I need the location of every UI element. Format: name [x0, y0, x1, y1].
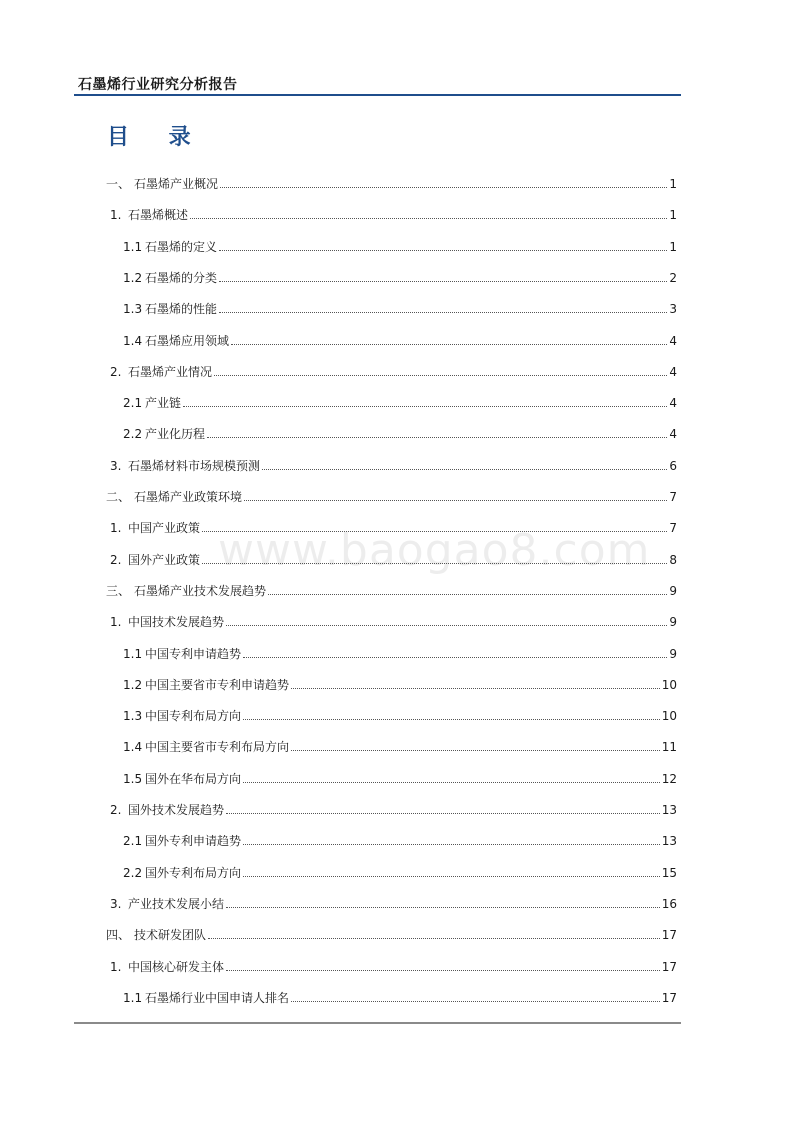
toc-leader-dots	[262, 469, 667, 470]
toc-entry-page: 2	[669, 271, 677, 285]
toc-entry-number: 1.5	[123, 772, 143, 786]
toc-entry[interactable]	[123, 424, 677, 442]
toc-entry[interactable]	[110, 957, 677, 975]
toc-entry-title: 中国技术发展趋势	[128, 615, 225, 629]
toc-entry-title: 中国产业政策	[128, 521, 201, 535]
toc-entry[interactable]	[110, 205, 677, 223]
toc-entry-title: 中国专利申请趋势	[145, 647, 242, 661]
toc-entry-title: 技术研发团队	[134, 928, 207, 942]
toc-entry[interactable]	[123, 299, 677, 317]
toc-entry-number: 1.1	[123, 991, 143, 1005]
toc-leader-dots	[214, 375, 667, 376]
toc-entry-page: 6	[669, 459, 677, 473]
toc-leader-dots	[243, 719, 660, 720]
toc-entry[interactable]	[106, 174, 677, 192]
toc-entry-number: 3.	[110, 897, 122, 911]
toc-entry-number: 2.	[110, 365, 122, 379]
toc-entry-number: 2.	[110, 553, 122, 567]
toc-leader-dots	[243, 782, 660, 783]
toc-entry-number: 2.1	[123, 396, 143, 410]
toc-leader-dots	[291, 688, 660, 689]
toc-entry[interactable]	[106, 581, 677, 599]
toc-entry-page: 8	[669, 553, 677, 567]
toc-entry-number: 1.2	[123, 678, 143, 692]
toc-entry-title: 中国主要省市专利布局方向	[145, 740, 290, 754]
toc-entry-page: 9	[669, 647, 677, 661]
toc-entry-page: 9	[669, 584, 677, 598]
toc-entry-title: 产业技术发展小结	[128, 897, 225, 911]
toc-entry-page: 13	[661, 803, 677, 817]
toc-leader-dots	[243, 844, 660, 845]
toc-entry[interactable]	[106, 487, 677, 505]
toc-heading: 目 录	[107, 125, 207, 150]
toc-entry-title: 石墨烯产业概况	[134, 177, 219, 191]
toc-entry-page: 17	[661, 991, 677, 1005]
toc-entry-page: 10	[661, 678, 677, 692]
toc-leader-dots	[220, 187, 667, 188]
toc-leader-dots	[190, 218, 667, 219]
toc-entry-number: 1.4	[123, 740, 143, 754]
toc-entry-number: 四、	[106, 928, 131, 942]
toc-entry-page: 10	[661, 709, 677, 723]
toc-leader-dots	[219, 250, 667, 251]
toc-leader-dots	[243, 657, 667, 658]
toc-entry-page: 1	[669, 177, 677, 191]
toc-entry-title: 石墨烯产业情况	[128, 365, 213, 379]
toc-entry-number: 1.	[110, 521, 122, 535]
toc-entry-number: 1.4	[123, 334, 143, 348]
toc-leader-dots	[226, 813, 660, 814]
toc-entry-page: 9	[669, 615, 677, 629]
toc-leader-dots	[244, 500, 667, 501]
toc-entry-number: 1.3	[123, 302, 143, 316]
toc-entry-page: 17	[661, 960, 677, 974]
toc-entry[interactable]	[110, 518, 677, 536]
toc-entry[interactable]	[123, 393, 677, 411]
toc-entry-number: 1.	[110, 960, 122, 974]
toc-entry[interactable]	[123, 863, 677, 881]
toc-entry-page: 4	[669, 334, 677, 348]
toc-entry-page: 17	[661, 928, 677, 942]
toc-entry[interactable]	[123, 644, 677, 662]
toc-entry[interactable]	[106, 925, 677, 943]
toc-entry-page: 4	[669, 427, 677, 441]
toc-entry-page: 13	[661, 834, 677, 848]
toc-entry-number: 1.1	[123, 240, 143, 254]
toc-entry-title: 国外在华布局方向	[145, 772, 242, 786]
toc-leader-dots	[291, 750, 660, 751]
toc-entry-number: 一、	[106, 177, 131, 191]
toc-entry-page: 4	[669, 396, 677, 410]
toc-entry-title: 产业化历程	[145, 427, 206, 441]
toc-entry-number: 二、	[106, 490, 131, 504]
toc-entry-number: 1.2	[123, 271, 143, 285]
toc-entry-title: 石墨烯产业政策环境	[134, 490, 243, 504]
toc-entry-number: 1.	[110, 208, 122, 222]
report-header-title: 石墨烯行业研究分析报告	[78, 77, 238, 93]
toc-leader-dots	[208, 938, 660, 939]
toc-leader-dots	[226, 970, 660, 971]
toc-entry[interactable]	[123, 237, 677, 255]
toc-entry-title: 国外专利申请趋势	[145, 834, 242, 848]
toc-leader-dots	[202, 563, 667, 564]
toc-leader-dots	[219, 312, 667, 313]
toc-entry-page: 11	[661, 740, 677, 754]
toc-entry-page: 12	[661, 772, 677, 786]
toc-entry-title: 国外技术发展趋势	[128, 803, 225, 817]
toc-entry-title: 石墨烯材料市场规模预测	[128, 459, 261, 473]
toc-entry-title: 中国专利布局方向	[145, 709, 242, 723]
toc-entry[interactable]	[110, 800, 677, 818]
toc-entry-page: 4	[669, 365, 677, 379]
toc-entry-page: 7	[669, 521, 677, 535]
toc-entry-title: 石墨烯的性能	[145, 302, 218, 316]
toc-entry-title: 国外产业政策	[128, 553, 201, 567]
toc-leader-dots	[183, 406, 667, 407]
toc-leader-dots	[202, 531, 667, 532]
toc-leader-dots	[226, 907, 660, 908]
toc-leader-dots	[231, 344, 667, 345]
toc-entry-number: 三、	[106, 584, 131, 598]
toc-entry-page: 1	[669, 208, 677, 222]
toc-leader-dots	[219, 281, 667, 282]
toc-entry-title: 石墨烯行业中国申请人排名	[145, 991, 290, 1005]
watermark: www.baogao8.com	[218, 525, 651, 576]
toc-entry-page: 3	[669, 302, 677, 316]
toc-entry[interactable]	[110, 456, 677, 474]
toc-leader-dots	[226, 625, 667, 626]
toc-entry-title: 石墨烯的分类	[145, 271, 218, 285]
toc-entry-page: 7	[669, 490, 677, 504]
toc-entry[interactable]	[110, 612, 677, 630]
toc-entry-number: 1.	[110, 615, 122, 629]
toc-entry-number: 2.1	[123, 834, 143, 848]
toc-entry[interactable]	[110, 894, 677, 912]
toc-entry-number: 1.3	[123, 709, 143, 723]
toc-entry[interactable]	[123, 706, 677, 724]
toc-entry-number: 2.2	[123, 427, 143, 441]
toc-leader-dots	[268, 594, 667, 595]
toc-entry-title: 产业链	[145, 396, 182, 410]
toc-entry-page: 1	[669, 240, 677, 254]
toc-entry-title: 石墨烯的定义	[145, 240, 218, 254]
toc-entry[interactable]	[123, 769, 677, 787]
toc-leader-dots	[207, 437, 667, 438]
toc-leader-dots	[291, 1001, 660, 1002]
toc-entry[interactable]	[123, 988, 677, 1006]
toc-entry[interactable]	[123, 268, 677, 286]
toc-entry[interactable]	[123, 331, 677, 349]
toc-entry-number: 1.1	[123, 647, 143, 661]
toc-entry[interactable]	[123, 675, 677, 693]
toc-entry[interactable]	[123, 831, 677, 849]
toc-entry-number: 2.	[110, 803, 122, 817]
toc-entry-title: 国外专利布局方向	[145, 866, 242, 880]
footer-divider	[74, 1022, 681, 1024]
toc-entry-title: 中国核心研发主体	[128, 960, 225, 974]
toc-entry-title: 中国主要省市专利申请趋势	[145, 678, 290, 692]
toc-entry-number: 2.2	[123, 866, 143, 880]
toc-entry-title: 石墨烯概述	[128, 208, 189, 222]
toc-entry-title: 石墨烯产业技术发展趋势	[134, 584, 267, 598]
toc-entry[interactable]	[110, 550, 677, 568]
toc-entry-page: 16	[661, 897, 677, 911]
toc-entry[interactable]	[123, 737, 677, 755]
toc-entry-page: 15	[661, 866, 677, 880]
toc-leader-dots	[243, 876, 660, 877]
toc-entry[interactable]	[110, 362, 677, 380]
toc-entry-number: 3.	[110, 459, 122, 473]
toc-entry-title: 石墨烯应用领域	[145, 334, 230, 348]
